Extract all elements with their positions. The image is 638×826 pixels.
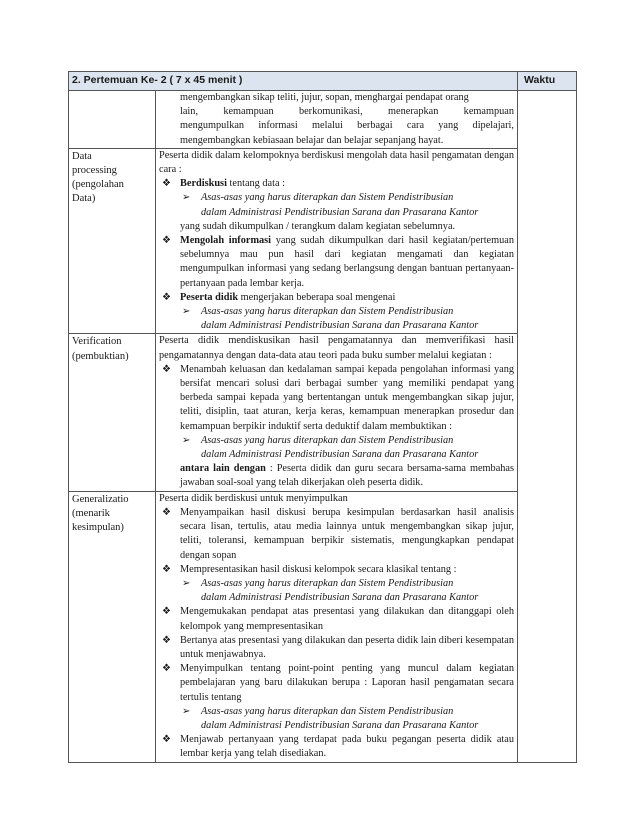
phase-data-processing: Data processing (pengolahan Data) — [69, 148, 156, 334]
sub-item: ➢ Asas-asas yang harus diterapkan dan Sistem Pendistribusian — [159, 191, 514, 205]
diamond-bullet-icon: ❖ — [162, 506, 171, 518]
lesson-table — [68, 71, 577, 763]
diamond-bullet-icon: ❖ — [162, 291, 171, 303]
list-item: ❖ Berdiskusi tentang data : — [159, 177, 514, 191]
sub-item: ➢ Asas-asas yang harus diterapkan dan Sistem Pendistribusian — [159, 705, 514, 719]
list-item: ❖ Menyimpulkan tentang point-point penting yang muncul dalam kegiatan pembelajaran yang baru dilakukan berupa : Laporan hasil pengamatan secara tertulis tentang — [162, 663, 514, 703]
list-item: ❖ Menambah keluasan dan kedalaman sampai kepada pengolahan informasi yang bersifat mencari solusi dari berbagai sumber yang memiliki pendapat yang berbeda sampai kepada yang bertentangan untuk mengembangkan sikap jujur, teliti, disiplin, taat aturan, kerja keras, kemampuan menerapkan prosedur dan kemampuan berpikir induktif serta deduktif dalam membuktikan : — [162, 363, 514, 432]
diamond-bullet-icon: ❖ — [162, 363, 171, 375]
list-item: ❖ Menjawab pertanyaan yang terdapat pada buku pegangan peserta didik atau lembar kerja yang telah disediakan. — [162, 734, 514, 760]
row-continuation — [69, 91, 577, 149]
list-item: ❖ Menyampaikan hasil diskusi berupa kesimpulan berdasarkan hasil analisis secara lisan, tertulis, atau media lainnya untuk mengembangkan sikap jujur, teliti, toleransi, kemampuan berpikir sistematis, mengungkapkan pendapat dengan sopan — [162, 506, 514, 561]
list-item: ❖ Bertanya atas presentasi yang dilakukan dan peserta didik lain diberi kesempatan untuk menjawabnya. — [162, 634, 514, 660]
phase-generalization: Generalizatio (menarik kesimpulan) — [69, 491, 156, 762]
list-item: ❖ Mempresentasikan hasil diskusi kelompok secara klasikal tentang : — [159, 563, 514, 577]
diamond-bullet-icon: ❖ — [162, 606, 171, 618]
continuation-text: mengembangkan sikap teliti, jujur, sopan, menghargai pendapat orang lain, kemampuan berkomunikasi, menerapkan kemampuan mengumpulkan informasi melalui berbagai cara yang dipelajari, mengembangkan kebiasaan belajar dan belajar sepanjang hayat. — [180, 92, 514, 146]
list-item: ❖ Peserta didik mengerjakan beberapa soal mengenai — [159, 291, 514, 305]
diamond-bullet-icon: ❖ — [162, 634, 171, 646]
gen-intro: Peserta didik berdiskusi untuk menyimpulkan — [159, 492, 348, 504]
arrow-bullet-icon: ➢ — [182, 434, 191, 446]
ver-intro: Peserta didik mendiskusikan hasil pengamatannya dan memverifikasi hasil pengamatannya dengan data-data atau teori pada buku sumber melalui kegiatan : — [159, 335, 514, 361]
diamond-bullet-icon: ❖ — [162, 235, 171, 247]
waktu-header: Waktu — [518, 72, 577, 91]
dp-intro: Peserta didik dalam kelompoknya berdiskusi mengolah data hasil pengamatan dengan cara : — [159, 149, 514, 176]
list-item: ❖ Mengemukakan pendapat atas presentasi yang dilakukan dan ditanggapi oleh kelompok yang mempresentasikan — [162, 606, 514, 632]
list-item: ❖ Mengolah informasi yang sudah dikumpulkan dari hasil kegiatan/pertemuan sebelumnya mau pun hasil dari kegiatan mengamati dan kegiatan mengumpulkan informasi yang sedang berlangsung dengan bantuan pertanyaan-pertanyaan pada lembar kerja. — [162, 235, 515, 289]
row-verification: Verification (pembuktian) Peserta didik mendiskusikan hasil pengamatannya dan memverifikasi hasil pengamatannya dengan data-data atau teori pada buku sumber melalui kegiatan : ❖ Menambah keluasan dan kedalaman sampai kepada pengolahan informasi yang bersifat mencari solusi dari berbagai sumber yang memiliki pendapat yang berbeda sampai kepada yang bertentangan untuk mengembangkan sikap jujur, teliti, disiplin, taat aturan, kerja keras, kemampuan menerapkan prosedur dan kemampuan berpikir induktif serta deduktif dalam membuktikan : ➢ Asas-asas yang harus diterapkan dan Sistem Pendistribusian dalam Administrasi Pendistribusian Sarana dan Prasarana Kantor antara lain dengan : Peserta didik dan guru secara bersama-sama membahas jawaban soal-soal yang telah dikerjakan oleh peserta didik. — [69, 334, 577, 491]
diamond-bullet-icon: ❖ — [162, 663, 171, 675]
diamond-bullet-icon: ❖ — [162, 178, 171, 190]
meeting-title: 2. Pertemuan Ke- 2 ( 7 x 45 menit ) — [69, 72, 518, 91]
waktu-cell — [518, 91, 577, 763]
row-data-processing: Data processing (pengolahan Data) Peserta didik dalam kelompoknya berdiskusi mengolah data hasil pengamatan dengan cara : ❖ Berdiskusi tentang data : ➢ Asas-asas yang harus diterapkan dan Sistem Pendistribusian dalam Administrasi Pendistribusian Sarana dan Prasarana Kantor yang sudah dikumpulkan / terangkum dalam kegiatan sebelumnya. ❖ Mengolah informasi yang sudah dikumpulkan dari hasil kegiatan/pertemuan sebelumnya mau pun hasil dari kegiatan mengamati dan kegiatan mengumpulkan informasi yang sedang berlangsung dengan bantuan pertanyaan-pertanyaan pada lembar kerja. ❖ Peserta didik mengerjakan beberapa soal mengenai ➢ Asas-asas yang harus diterapkan dan Sistem Pendistribusian dalam Administrasi Pendistribusian Sarana dan Prasarana Kantor — [69, 148, 577, 334]
diamond-bullet-icon: ❖ — [162, 734, 171, 746]
sub-item: ➢ Asas-asas yang harus diterapkan dan Sistem Pendistribusian — [159, 434, 514, 448]
arrow-bullet-icon: ➢ — [182, 192, 191, 204]
row-generalization: Generalizatio (menarik kesimpulan) Peserta didik berdiskusi untuk menyimpulkan ❖ Menyampaikan hasil diskusi berupa kesimpulan berdasarkan hasil analisis secara lisan, tertulis, atau media lainnya untuk mengembangkan sikap jujur, teliti, toleransi, kemampuan berpikir sistematis, mengungkapkan pendapat dengan sopan ❖ Mempresentasikan hasil diskusi kelompok secara klasikal tentang : ➢ Asas-asas yang harus diterapkan dan Sistem Pendistribusian dalam Administrasi Pendistribusian Sarana dan Prasarana Kantor ❖ Mengemukakan pendapat atas presentasi yang dilakukan dan ditanggapi oleh kelompok yang mempresentasikan ❖ Bertanya atas presentasi yang dilakukan dan peserta didik lain diberi kesempatan untuk menjawabnya. ❖ Menyimpulkan tentang point-point penting yang muncul dalam kegiatan pembelajaran yang baru dilakukan berupa : Laporan hasil pengamatan secara tertulis tentang ➢ Asas-asas yang harus diterapkan dan Sistem Pendistribusian dalam Administrasi Pendistribusian Sarana dan Prasarana Kantor ❖ Menjawab pertanyaan yang terdapat pada buku pegangan peserta didik atau lembar kerja yang telah disediakan. — [69, 491, 577, 762]
arrow-bullet-icon: ➢ — [182, 306, 191, 318]
arrow-bullet-icon: ➢ — [182, 577, 191, 589]
diamond-bullet-icon: ❖ — [162, 563, 171, 575]
sub-item: ➢ Asas-asas yang harus diterapkan dan Sistem Pendistribusian — [159, 305, 514, 319]
phase-verification: Verification (pembuktian) — [69, 334, 156, 491]
sub-item: ➢ Asas-asas yang harus diterapkan dan Sistem Pendistribusian — [159, 577, 514, 591]
arrow-bullet-icon: ➢ — [182, 705, 191, 717]
